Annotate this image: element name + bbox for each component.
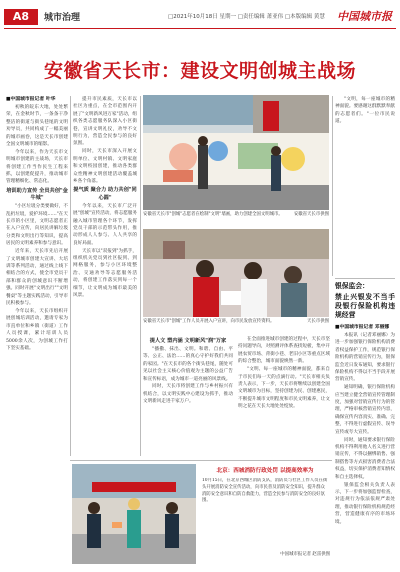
paragraph: 同时，天长市将创建工作与乡村振兴有机结合，以文明实践中心建设为抓手，推动文明新风走进千家万户。 [143, 384, 233, 405]
caption-text: 安徽省天长市"创城"志愿者在绘制"文明"墙画，助力创建全国文明城市。 [143, 212, 283, 217]
paragraph: "文明、每一座城市的精神面貌，都来自于市民们每一天的点滴行动。"天长市相关负责人表示，下一步，天长市将继续以创建全国文明城市为目标，坚持创建为民、创建惠民，不断提升城市文明程度和市民文明素养，让文明之花在天长大地处处绽放。 [238, 367, 330, 410]
paragraph: 今年以来，天长市广泛开展"创城"宣传活动，将志愿服务融入城市管理各个环节，发挥党员干部的示范带头作用，推动形成人人参与、人人共享的良好局面。 [73, 203, 137, 246]
paragraph: 银保监会相关负责人表示，下一步将加强监督检查，对违规行为依法依规严肃处理，推动银行保险机构规范经营，营造健康有序的市场环境。 [335, 482, 395, 525]
main-photo [143, 95, 329, 210]
paragraph: 天长市以"双报到"为抓手，组织机关党员到社区报到、到网格服务，参与小区环境整治、交通劝导等志愿服务活动，将创建工作落实到每一个细节，让文明成为城市最美的风景。 [73, 248, 137, 299]
paragraph: "播撒、抹出、文明。和谐、自由、平等、公正、法治……的真心守护好我们共同的家园。"在天长市的各个街头巷尾，随处可见以社会主义核心价值观为主题的公益广告和宣传标语，成为城市一道亮丽的风景线。 [143, 346, 233, 382]
caption-text: 安徽省天长市"创城"工作人员开展入户宣讲，向市民发放宣传资料。 [143, 319, 275, 324]
header-rule [4, 28, 396, 29]
main-headline: 安徽省天长市：建设文明创城主战场 [43, 60, 356, 82]
page-header [0, 0, 400, 30]
paragraph: 同时，通知要求银行保险机构不得利用他人名义进行营销宣传，不得以捆绑销售、强制搭售等方式损害消费者合法权益，切实保护消费者知情权和自主选择权。 [335, 437, 395, 480]
second-photo [143, 229, 329, 317]
issue-meta: □2021年10月18日 星期一 □责任编辑 萧亚伟 □本版编辑 黄慧 [168, 14, 325, 20]
photo-credit: 安徽省天长市供图 [293, 212, 329, 217]
column-divider [140, 96, 141, 456]
inset-photo [72, 464, 196, 564]
byline: ■中国城市报记者 邓丽娜 [335, 325, 390, 330]
paragraph: 今年以来，作为天长市文明城市创建的主战场，天长市将创建工作当作民生工程来抓，以创建促提升，推动城市管理精细化、常态化。 [6, 149, 68, 185]
sidebar-title: 银保监会： [335, 282, 369, 290]
newspaper-logo: 中国城市报 [337, 10, 392, 23]
article-column-5 [335, 96, 395, 272]
inset-text: 10月15日，在北京西城区消防支队，消防员与社区工作人员在街头开展消防安全宣传活动，向市民普及消防安全知识，提升群众消防安全意识和自防自救能力，营造全民参与消防安全的良好氛围。 [202, 478, 328, 504]
page-number: A8 [4, 9, 38, 25]
paragraph: 通知明确，银行保险机构应当建立健全营销宣传管理制度，加强对营销宣传行为的管理，严格审核营销宣传内容，确保宣传内容真实、准确、完整，不得进行虚假宣传、误导宣传或夸大宣传。 [335, 385, 395, 435]
paragraph: "文明，每一座城市的精神面貌。要感谢这群默默奉献的志愿者们。"一位市民说道。 [335, 97, 395, 125]
paragraph: "小区垃圾分类要做好，不乱扔垃圾，爱护环境……"在天长市的小区里，文明志愿者正在入户宣传，向居民讲解垃圾分类和文明出行等知识，提高居民的文明素养和参与意识。 [6, 204, 68, 247]
paragraph: 今年以来，天长市组织开展创城培训活动，邀请专家为市直单位和乡镇（街道）工作人员授课，累计培训人员5000余人次，为创城工作打下坚实基础。 [6, 308, 68, 351]
firefighters-image [72, 464, 196, 564]
paragraph: 近年来，天长市先后开展了文明城市创建大宣讲、大培训等系列活动，通过线上线下相结合的方式，使全市党员干部和群众的创城意识不断增强。同时开展"文明出行""文明餐桌"等主题实践活动，引导市民积极参与。 [6, 249, 68, 306]
second-photo-caption [143, 319, 329, 326]
photo-credit: 天长市供图 [307, 319, 329, 324]
column-divider [70, 96, 71, 456]
mural-painting-image [143, 95, 329, 210]
sidebar-article [335, 282, 395, 566]
subheading: 提人文 塑内涵 文明新风"润"万家 [149, 338, 227, 344]
paragraph: 提升市民素质，天长市以社区为重点，在全市范围内开展了"文明新风进万家"活动，组织各类志愿服务队深入小区街巷，宣讲文明礼仪，劝导不文明行为，营造全民参与的良好氛围。 [73, 97, 137, 147]
paragraph: 本报讯（记者邓丽娜）为进一步加强银行保险机构消费者权益保护工作，规范银行保险机构的营销宣传行为，银保监会近日发布通知，要求银行保险机构不得以不当手段开展营销宣传。 [335, 332, 395, 383]
section-title: 城市治理 [44, 13, 81, 23]
sidebar-rule [335, 278, 395, 279]
inset-title: 北京：西城消防行政处罚 以提高效率为 [216, 468, 314, 474]
home-visit-image [143, 229, 329, 317]
sidebar-subtitle: 禁止兴银发不当手段银行保险机构违规经营 [335, 293, 395, 319]
subheading: 培训助力宣传 全员共创"金牛城" [6, 187, 68, 202]
article-column-3 [143, 336, 233, 456]
article-column-4 [238, 336, 330, 456]
article-column-1 [6, 96, 68, 566]
paragraph: 同时，天长市深入开展文明单位、文明村镇、文明家庭和文明校园创建，推动各类群众性精神文明创建活动覆盖城乡各个角落。 [73, 149, 137, 184]
subheading: 提气质 聚合力 助力共创"同心圆" [73, 187, 137, 201]
inset-rule [70, 460, 332, 461]
paragraph: 初秋的皖东大地，处处繁荣，在金秋时节，一条条干净整洁的街道与街头巷尾的文明劝导员，共同构成了一幅美丽的城市画卷，这是天长市创建全国文明城市的缩影。 [6, 104, 68, 147]
paragraph: 在全面推进城市创建的过程中，天长市坚持问题导向，对照测评体系查找短板，集中开展农贸市场、背街小巷、老旧小区等重点区域的综合整治，城市面貌焕然一新。 [238, 337, 330, 365]
inset-credit: 中国城市报记者 赵雷供图 [280, 552, 330, 557]
column-divider [332, 96, 333, 276]
article-column-2 [73, 96, 137, 456]
byline: ■中国城市报记者 叶华 [6, 97, 56, 102]
main-photo-caption [143, 212, 329, 219]
